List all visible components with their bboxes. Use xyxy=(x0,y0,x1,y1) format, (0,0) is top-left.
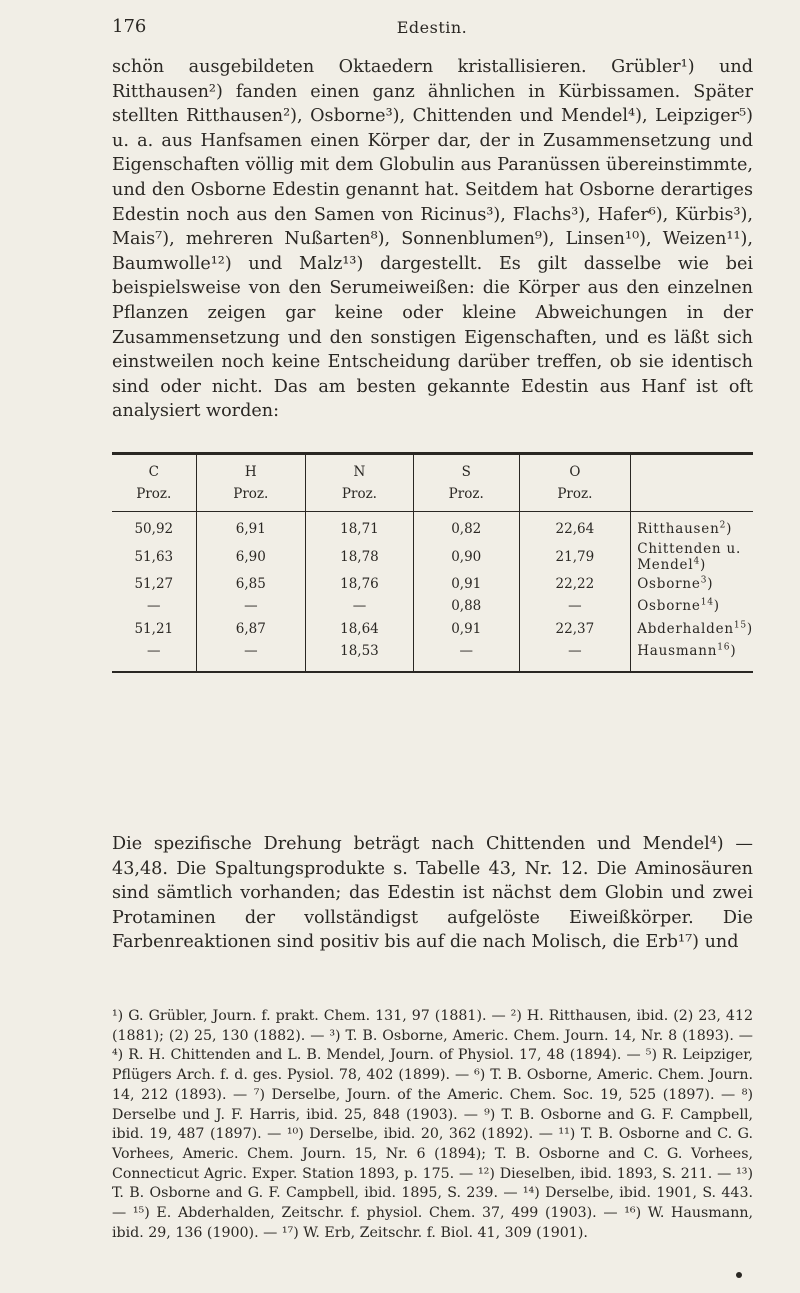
cell-n: 18,53 xyxy=(306,640,414,672)
cell-c: 51,27 xyxy=(134,575,174,592)
cell-s: — xyxy=(413,640,519,672)
cell-source: Abderhalden$^{15}$) xyxy=(631,618,753,641)
cell-c: 50,92 xyxy=(134,521,174,538)
cell-o: 22,37 xyxy=(519,618,631,641)
cell-n: 18,64 xyxy=(306,618,414,641)
column-header-o: O Proz. xyxy=(519,454,631,512)
cell-source: Hausmann$^{16}$) xyxy=(631,640,753,672)
column-header-source xyxy=(631,454,753,512)
column-header-c: C Proz. xyxy=(112,454,196,512)
body-paragraph-1: schön ausgebildeten Oktaedern kristallisieren. Grübler¹) und Ritthausen²) fanden einen ganz ähnlichen in Kürbissamen. Später stellten Ritthausen²), Osborne³), Chittenden und Mendel⁴), Leipziger⁵) u. a. aus Hanfsamen einen Körper dar, der in Zusammensetzung und Eigenschaften völlig mit dem Globulin aus Paranüssen übereinstimmte, und den Osborne Edestin genannt hat. Seitdem hat Osborne derartiges Edestin noch aus den Samen von Ricinus³), Flachs³), Hafer⁶), Kürbis³), Mais⁷), mehreren Nußarten⁸), Sonnenblumen⁹), Linsen¹⁰), Weizen¹¹), Baumwolle¹²) und Malz¹³) dargestellt. Es gilt dasselbe wie bei beispielsweise von den Serumeiweißen: die Körper aus den einzelnen Pflanzen zeigen gar keine oder kleine Abweichungen in der Zusammensetzung und den sonstigen Eigenschaften, und es läßt sich einstweilen noch keine Entscheidung darüber treffen, ob sie identisch sind oder nicht. Das am besten gekannte Edestin aus Hanf ist oft analysiert worden: xyxy=(112,57,753,422)
body-paragraph-2: Die spezifische Drehung beträgt nach Chittenden und Mendel⁴) — 43,48. Die Spaltungsprodukte s. Tabelle 43, Nr. 12. Die Aminosäuren sind sämtlich vorhanden; das Edestin ist nächst dem Globin und zwei Protaminen der vollständigst aufgelöste Eiweißkörper. Die Farbenreaktionen sind positiv bis auf die nach Molisch, die Erb¹⁷) und xyxy=(112,834,753,953)
column-header-n: N Proz. xyxy=(306,454,414,512)
column-header-s: S Proz. xyxy=(413,454,519,512)
table-row xyxy=(112,595,753,618)
cell-h: 6,91 xyxy=(196,512,305,541)
cell-source: Ritthausen$^2$) xyxy=(631,512,753,541)
cell-s: 0,88 xyxy=(413,595,519,618)
cell-o: 21,79 xyxy=(519,541,631,573)
cell-n: 18,76 xyxy=(306,573,414,596)
footnotes: ¹) G. Grübler, Journ. f. prakt. Chem. 131, 97 (1881). — ²) H. Ritthausen, ibid. (2) 23, 412 (1881); (2) 25, 130 (1882). — ³) T. B. Osborne, Americ. Chem. Journ. 14, Nr. 8 (1893). — ⁴) R. H. Chittenden and L. B. Mendel, Journ. of Physiol. 17, 48 (1894). — ⁵) R. Leipziger, Pflügers Arch. f. d. ges. Pysiol. 78, 402 (1899). — ⁶) T. B. Osborne, Americ. Chem. Journ. 14, 212 (1893). — ⁷) Derselbe, Journ. of the Americ. Chem. Soc. 19, 525 (1897). — ⁸) Derselbe und J. F. Harris, ibid. 25, 848 (1903). — ⁹) T. B. Osborne and G. F. Campbell, ibid. 19, 487 (1897). — ¹⁰) Derselbe, ibid. 20, 362 (1892). — ¹¹) T. B. Osborne and C. G. Vorhees, Americ. Chem. Journ. 15, Nr. 6 (1894); T. B. Osborne and C. G. Vorhees, Connecticut Agric. Exper. Station 1893, p. 175. — ¹²) Dieselben, ibid. 1893, S. 211. — ¹³) T. B. Osborne and G. F. Campbell, ibid. 1895, S. 239. — ¹⁴) Derselbe, ibid. 1901, S. 443. — ¹⁵) E. Abderhalden, Zeitschr. f. physiol. Chem. 37, 499 (1903). — ¹⁶) W. Hausmann, ibid. 29, 136 (1900). — ¹⁷) W. Erb, Zeitschr. f. Biol. 41, 309 (1901). xyxy=(112,1008,753,1241)
table-row xyxy=(112,640,753,672)
cell-s: 0,82 xyxy=(413,512,519,541)
cell-c: 51,21 xyxy=(134,620,174,637)
cell-h: — xyxy=(196,595,305,618)
page-header xyxy=(112,16,752,40)
cell-n: 18,78 xyxy=(306,541,414,573)
cell-c: — xyxy=(147,598,161,615)
table-row xyxy=(112,541,753,573)
cell-o: 22,64 xyxy=(519,512,631,541)
cell-n: — xyxy=(306,595,414,618)
edestin-analysis-table xyxy=(112,452,753,673)
cell-source: Chittenden u. Mendel$^4$) xyxy=(631,541,753,573)
cell-h: 6,87 xyxy=(196,618,305,641)
table-row xyxy=(112,573,753,596)
cell-s: 0,91 xyxy=(413,573,519,596)
cell-o: 22,22 xyxy=(519,573,631,596)
print-speck xyxy=(736,1272,742,1278)
table-row xyxy=(112,618,753,641)
cell-o: — xyxy=(519,640,631,672)
table-row xyxy=(112,512,753,541)
page-number: 176 xyxy=(112,16,147,37)
column-header-h: H Proz. xyxy=(196,454,305,512)
cell-h: 6,85 xyxy=(196,573,305,596)
cell-c: 51,63 xyxy=(134,548,174,565)
cell-source: Osborne$^3$) xyxy=(631,573,753,596)
cell-s: 0,91 xyxy=(413,618,519,641)
cell-h: — xyxy=(196,640,305,672)
cell-source: Osborne$^{14}$) xyxy=(631,595,753,618)
table-header-row xyxy=(112,454,753,512)
running-title: Edestin. xyxy=(396,18,468,37)
cell-h: 6,90 xyxy=(196,541,305,573)
cell-s: 0,90 xyxy=(413,541,519,573)
cell-o: — xyxy=(519,595,631,618)
cell-n: 18,71 xyxy=(306,512,414,541)
cell-c: — xyxy=(147,643,161,660)
